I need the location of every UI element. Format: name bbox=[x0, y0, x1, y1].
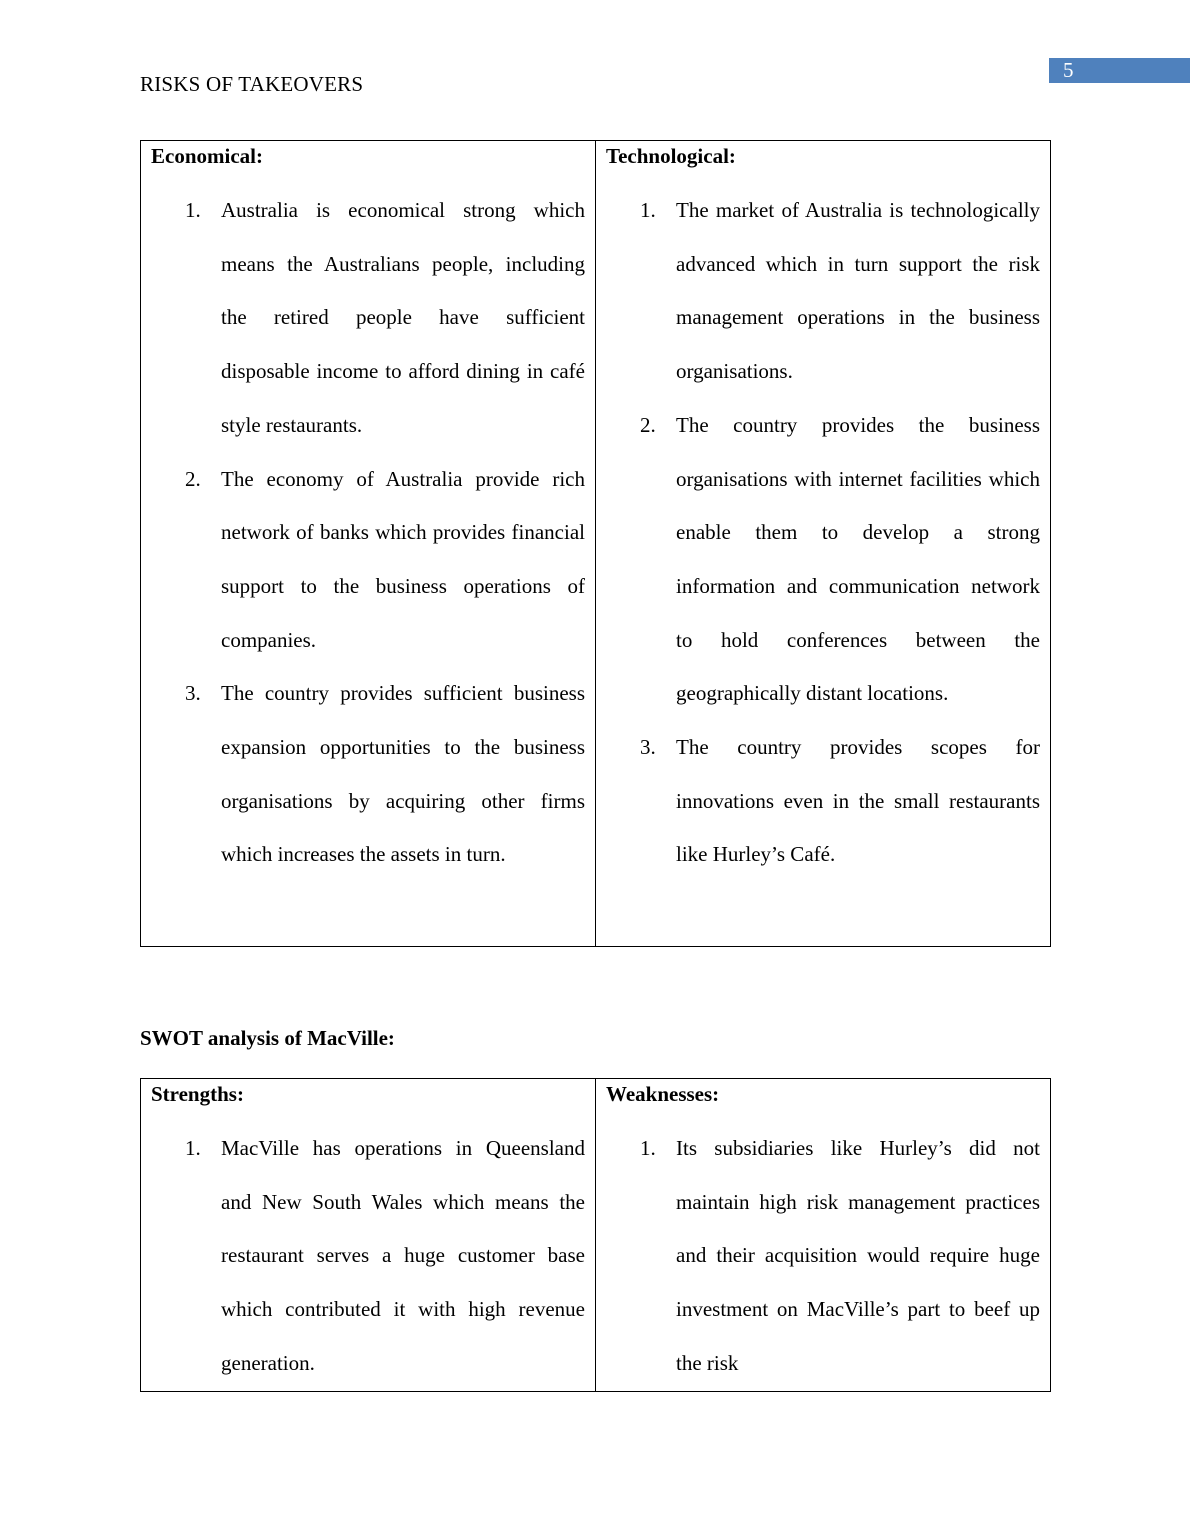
list-item-text: The economy of Australia provide rich network of banks which provides financial support to the business operations of companies. bbox=[221, 466, 585, 652]
swot-table bbox=[140, 1078, 1051, 1392]
list-number: 3. bbox=[640, 735, 656, 760]
table-row bbox=[141, 1079, 1051, 1392]
list-item bbox=[151, 667, 585, 882]
list-number: 3. bbox=[185, 681, 201, 706]
list-number: 1. bbox=[640, 1136, 656, 1160]
list-item-text: The country provides the business organisations with internet facilities which enable them to develop a strong information and communication network to hold conferences between the geographically distant locations. bbox=[676, 412, 1040, 706]
weaknesses-cell bbox=[596, 1079, 1051, 1392]
pest-analysis-table bbox=[140, 140, 1051, 947]
list-item-text: MacVille has operations in Queensland and New South Wales which means the restaurant serves a huge customer base which contributed it with high revenue generation. bbox=[221, 1136, 585, 1375]
weaknesses-list bbox=[606, 1122, 1040, 1391]
strengths-list bbox=[151, 1122, 585, 1391]
list-number: 2. bbox=[185, 466, 201, 491]
strengths-heading: Strengths: bbox=[151, 1082, 244, 1106]
list-item-text: The country provides scopes for innovations even in the small restaurants like Hurley’s Café. bbox=[676, 735, 1040, 867]
list-item-text: Its subsidiaries like Hurley’s did not maintain high risk management practices and their acquisition would require huge investment on MacVille’s part to beef up the risk bbox=[676, 1136, 1040, 1375]
list-item bbox=[606, 1122, 1040, 1391]
list-number: 2. bbox=[640, 412, 656, 437]
economical-heading: Economical: bbox=[151, 144, 263, 168]
list-item bbox=[151, 184, 585, 453]
list-item-text: Australia is economical strong which means the Australians people, including the retired people have sufficient disposable income to afford dining in café style restaurants. bbox=[221, 198, 585, 437]
list-item-text: The country provides sufficient business expansion opportunities to the business organisations by acquiring other firms which increases the assets in turn. bbox=[221, 681, 585, 867]
technological-list bbox=[606, 184, 1040, 882]
table-row bbox=[141, 141, 1051, 947]
technological-cell bbox=[596, 141, 1051, 947]
list-item bbox=[606, 184, 1040, 399]
list-item bbox=[151, 1122, 585, 1391]
list-item bbox=[606, 721, 1040, 882]
technological-heading: Technological: bbox=[606, 144, 736, 168]
list-number: 1. bbox=[640, 198, 656, 222]
economical-list bbox=[151, 184, 585, 882]
weaknesses-heading: Weaknesses: bbox=[606, 1082, 720, 1106]
list-number: 1. bbox=[185, 1136, 201, 1160]
swot-section-heading: SWOT analysis of MacVille: bbox=[140, 1026, 395, 1050]
running-head: RISKS OF TAKEOVERS bbox=[140, 72, 364, 96]
page-number: 5 bbox=[1049, 58, 1190, 83]
list-item-text: The market of Australia is technologically advanced which in turn support the risk management operations in the business organisations. bbox=[676, 198, 1040, 384]
list-item bbox=[151, 453, 585, 668]
strengths-cell bbox=[141, 1079, 596, 1392]
list-item bbox=[606, 399, 1040, 721]
economical-cell bbox=[141, 141, 596, 947]
list-number: 1. bbox=[185, 198, 201, 222]
